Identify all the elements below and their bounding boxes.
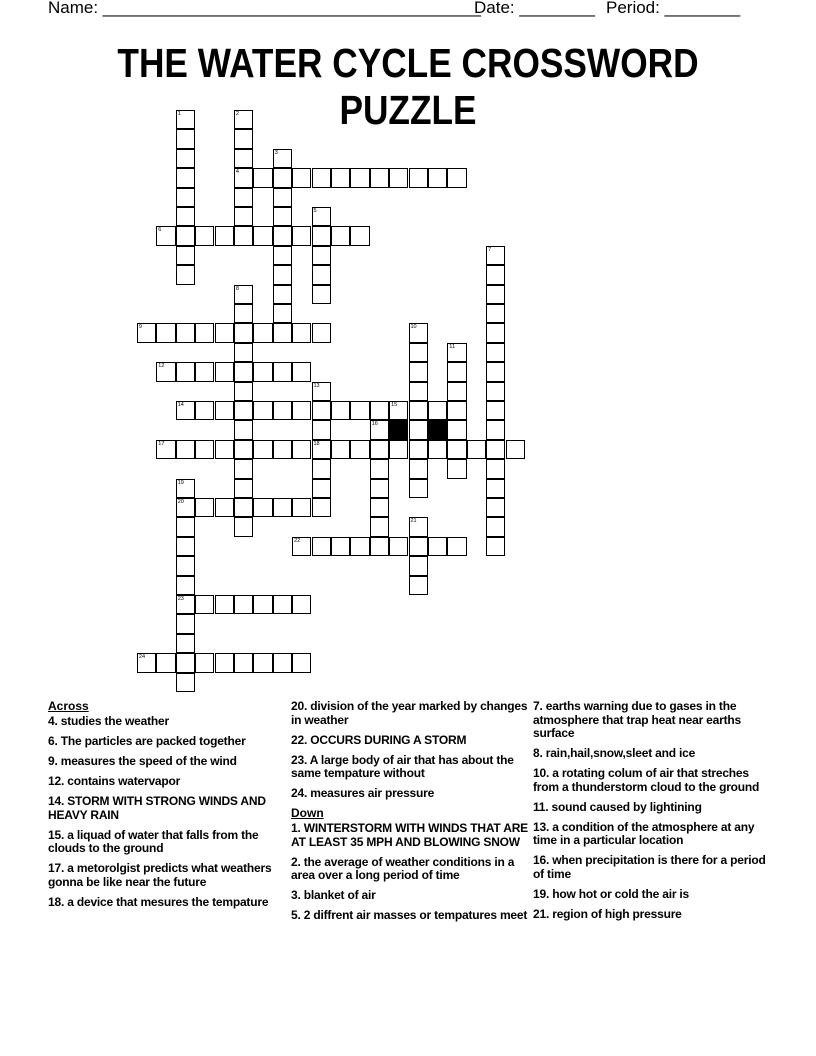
clue-number: 11: [449, 343, 456, 350]
answer-cell[interactable]: [234, 517, 253, 536]
clue-item: [533, 801, 773, 815]
answer-cell[interactable]: [273, 168, 292, 187]
clue-number-label: 21.: [533, 906, 550, 921]
answer-cell[interactable]: [234, 653, 253, 672]
clue-number-label: 14.: [48, 794, 65, 808]
answer-cell[interactable]: [195, 653, 214, 672]
answer-cell[interactable]: [176, 498, 195, 517]
answer-cell[interactable]: [176, 188, 195, 207]
answer-cell[interactable]: [273, 401, 292, 420]
answer-cell[interactable]: [428, 537, 447, 556]
clue-item: [291, 856, 531, 883]
clue-item: [291, 787, 531, 801]
answer-cell[interactable]: [312, 323, 331, 342]
answer-cell[interactable]: [195, 440, 214, 459]
answer-cell[interactable]: [176, 323, 195, 342]
answer-cell[interactable]: [176, 634, 195, 653]
answer-cell[interactable]: [331, 440, 350, 459]
clue-item: [48, 775, 280, 789]
answer-cell[interactable]: [486, 304, 505, 323]
answer-cell[interactable]: [409, 420, 428, 439]
answer-cell[interactable]: [486, 440, 505, 459]
answer-cell[interactable]: [292, 653, 311, 672]
answer-cell[interactable]: [195, 595, 214, 614]
answer-cell[interactable]: [234, 595, 253, 614]
answer-cell[interactable]: [409, 556, 428, 575]
answer-cell[interactable]: [215, 498, 234, 517]
answer-cell[interactable]: [486, 362, 505, 381]
clue-column-2: [291, 700, 531, 929]
clue-text: The particles are packed together: [57, 734, 246, 748]
answer-cell[interactable]: [486, 459, 505, 478]
answer-cell[interactable]: [312, 459, 331, 478]
clue-number-label: 22.: [291, 732, 308, 747]
answer-cell[interactable]: [370, 537, 389, 556]
answer-cell[interactable]: [176, 110, 195, 129]
answer-cell[interactable]: [312, 168, 331, 187]
clue-number-label: 6.: [48, 734, 58, 748]
clue-item: [533, 821, 773, 848]
answer-cell[interactable]: [350, 168, 369, 187]
clue-number-label: 10.: [533, 766, 550, 780]
answer-cell[interactable]: [486, 498, 505, 517]
clue-item: [533, 854, 773, 881]
clue-number-label: 24.: [291, 786, 308, 800]
answer-cell[interactable]: [176, 479, 195, 498]
clue-list: [48, 700, 778, 960]
answer-cell[interactable]: [195, 498, 214, 517]
answer-cell[interactable]: [350, 537, 369, 556]
answer-cell[interactable]: [215, 323, 234, 342]
answer-cell[interactable]: [486, 382, 505, 401]
clue-text: contains watervapor: [64, 774, 181, 788]
clue-text: WINTERSTORM WITH WINDS THAT ARE AT LEAST 35 MPH AND BLOWING SNOW: [291, 821, 528, 849]
answer-cell[interactable]: [447, 420, 466, 439]
answer-cell[interactable]: [331, 226, 350, 245]
answer-cell[interactable]: [486, 265, 505, 284]
clue-text: A large body of air that has about the same tempature without: [291, 752, 514, 780]
answer-cell[interactable]: [409, 382, 428, 401]
answer-cell[interactable]: [409, 517, 428, 536]
black-cell: [428, 420, 447, 439]
answer-cell[interactable]: [176, 401, 195, 420]
answer-cell[interactable]: [447, 459, 466, 478]
answer-cell[interactable]: [312, 226, 331, 245]
answer-cell[interactable]: [215, 595, 234, 614]
answer-cell[interactable]: [292, 595, 311, 614]
clue-number-label: 23.: [291, 752, 308, 767]
answer-cell[interactable]: [370, 479, 389, 498]
answer-cell[interactable]: [176, 653, 195, 672]
answer-cell[interactable]: [312, 498, 331, 517]
answer-cell[interactable]: [350, 226, 369, 245]
answer-cell[interactable]: [234, 498, 253, 517]
clue-number-label: 16.: [533, 853, 550, 867]
clue-number: 17: [158, 440, 165, 447]
answer-cell[interactable]: [195, 362, 214, 381]
answer-cell[interactable]: [253, 323, 272, 342]
answer-cell[interactable]: [409, 440, 428, 459]
answer-cell[interactable]: [428, 401, 447, 420]
clue-number-label: 4.: [48, 714, 58, 728]
answer-cell[interactable]: [176, 673, 195, 692]
answer-cell[interactable]: [176, 517, 195, 536]
clue-item: [533, 908, 773, 922]
answer-cell[interactable]: [273, 285, 292, 304]
period-field-label[interactable]: Period: ________: [606, 0, 741, 17]
answer-cell[interactable]: [409, 459, 428, 478]
clue-number-label: 12.: [48, 774, 65, 788]
answer-cell[interactable]: [273, 304, 292, 323]
answer-cell[interactable]: [137, 323, 156, 342]
clue-number: 18: [313, 440, 320, 447]
answer-cell[interactable]: [234, 362, 253, 381]
answer-cell[interactable]: [409, 323, 428, 342]
answer-cell[interactable]: [234, 110, 253, 129]
clue-item: [48, 862, 280, 889]
answer-cell[interactable]: [176, 576, 195, 595]
answer-cell[interactable]: [486, 420, 505, 439]
answer-cell[interactable]: [409, 168, 428, 187]
clue-number-label: 13.: [533, 819, 550, 834]
answer-cell[interactable]: [312, 440, 331, 459]
clue-item: [48, 755, 280, 769]
answer-cell[interactable]: [486, 285, 505, 304]
clue-item: [533, 888, 773, 902]
answer-cell[interactable]: [273, 362, 292, 381]
answer-cell[interactable]: [234, 129, 253, 148]
clue-number-label: 2.: [291, 854, 301, 869]
answer-cell[interactable]: [370, 168, 389, 187]
clue-text: a liquad of water that falls from the clouds to the ground: [48, 827, 259, 855]
clue-number: 8: [235, 285, 239, 292]
answer-cell[interactable]: [234, 149, 253, 168]
answer-cell[interactable]: [486, 323, 505, 342]
answer-cell[interactable]: [273, 149, 292, 168]
clue-number: 16: [371, 421, 378, 428]
answer-cell[interactable]: [350, 440, 369, 459]
clue-item: [291, 754, 531, 781]
answer-cell[interactable]: [234, 382, 253, 401]
answer-cell[interactable]: [273, 653, 292, 672]
page-title: THE WATER CYCLE CROSSWORD PUZZLE: [117, 40, 699, 133]
clue-item: [48, 795, 280, 822]
answer-cell[interactable]: [253, 440, 272, 459]
clue-number-label: 18.: [48, 894, 65, 909]
answer-cell[interactable]: [273, 265, 292, 284]
clue-text: rain,hail,snow,sleet and ice: [542, 746, 696, 760]
clue-text: OCCURS DURING A STORM: [307, 732, 467, 747]
clue-text: sound caused by lightining: [548, 799, 702, 814]
answer-cell[interactable]: [409, 537, 428, 556]
clue-text: division of the year marked by changes in weather: [291, 699, 528, 727]
clue-number-label: 11.: [533, 799, 549, 814]
clue-number: 9: [138, 324, 142, 331]
clue-text: how hot or cold the air is: [549, 886, 690, 901]
answer-cell[interactable]: [273, 226, 292, 245]
answer-cell[interactable]: [292, 440, 311, 459]
answer-cell[interactable]: [156, 653, 175, 672]
answer-cell[interactable]: [292, 362, 311, 381]
answer-cell[interactable]: [195, 401, 214, 420]
answer-cell[interactable]: [273, 498, 292, 517]
clue-number-label: 20.: [291, 699, 308, 713]
answer-cell[interactable]: [273, 440, 292, 459]
answer-cell[interactable]: [195, 323, 214, 342]
clue-number: 1: [177, 111, 181, 117]
answer-cell[interactable]: [253, 401, 272, 420]
clue-number-label: 8.: [533, 746, 543, 760]
answer-cell[interactable]: [215, 653, 234, 672]
clue-item: [48, 715, 280, 729]
answer-cell[interactable]: [176, 246, 195, 265]
answer-cell[interactable]: [176, 537, 195, 556]
clue-number-label: 17.: [48, 861, 65, 875]
answer-cell[interactable]: [486, 479, 505, 498]
answer-cell[interactable]: [486, 343, 505, 362]
answer-cell[interactable]: [447, 537, 466, 556]
answer-cell[interactable]: [234, 188, 253, 207]
answer-cell[interactable]: [253, 498, 272, 517]
clue-number: 10: [410, 324, 417, 331]
clue-item: [291, 909, 531, 923]
answer-cell[interactable]: [428, 168, 447, 187]
answer-cell[interactable]: [195, 226, 214, 245]
answer-cell[interactable]: [370, 459, 389, 478]
clue-number: 23: [177, 596, 184, 602]
answer-cell[interactable]: [176, 556, 195, 575]
answer-cell[interactable]: [176, 129, 195, 148]
answer-cell[interactable]: [370, 440, 389, 459]
answer-cell[interactable]: [312, 285, 331, 304]
clue-text: studies the weather: [57, 714, 169, 728]
answer-cell[interactable]: [176, 149, 195, 168]
clue-item: [291, 734, 531, 748]
answer-cell[interactable]: [292, 401, 311, 420]
answer-cell[interactable]: [447, 382, 466, 401]
answer-cell[interactable]: [176, 440, 195, 459]
clue-column-3: [533, 700, 773, 928]
answer-cell[interactable]: [312, 420, 331, 439]
answer-cell[interactable]: [312, 479, 331, 498]
clue-text: region of high pressure: [549, 906, 682, 921]
clue-number-label: 15.: [48, 827, 65, 842]
clue-number: 19: [177, 479, 184, 486]
answer-cell[interactable]: [292, 537, 311, 556]
answer-cell[interactable]: [292, 498, 311, 517]
answer-cell[interactable]: [234, 304, 253, 323]
across-heading: Across: [48, 699, 89, 713]
clue-text: a device that mesures the tempature: [64, 894, 269, 909]
clue-item: [48, 896, 280, 910]
answer-cell[interactable]: [331, 168, 350, 187]
clue-text: a condition of the atmosphere at any time in a particular location: [533, 819, 755, 847]
answer-cell[interactable]: [506, 440, 525, 459]
answer-cell[interactable]: [312, 265, 331, 284]
clue-text: a metorolgist predicts what weathers gonna be like near the future: [48, 861, 272, 889]
clue-number-label: 3.: [291, 888, 301, 902]
clue-text: STORM WITH STRONG WINDS AND HEAVY RAIN: [48, 794, 266, 822]
answer-cell[interactable]: [409, 576, 428, 595]
answer-cell[interactable]: [176, 207, 195, 226]
answer-cell[interactable]: [409, 479, 428, 498]
answer-cell[interactable]: [176, 265, 195, 284]
answer-cell[interactable]: [234, 285, 253, 304]
clue-item: [533, 700, 773, 741]
answer-cell[interactable]: [176, 614, 195, 633]
clue-item: [291, 889, 531, 903]
answer-cell[interactable]: [273, 188, 292, 207]
clue-item: [291, 700, 531, 727]
answer-cell[interactable]: [176, 226, 195, 245]
answer-cell[interactable]: [467, 440, 486, 459]
answer-cell[interactable]: [234, 343, 253, 362]
clue-number: 20: [177, 499, 184, 505]
answer-cell[interactable]: [292, 168, 311, 187]
answer-cell[interactable]: [409, 362, 428, 381]
answer-cell[interactable]: [273, 246, 292, 265]
clue-item: [291, 822, 531, 849]
answer-cell[interactable]: [331, 401, 350, 420]
answer-cell[interactable]: [428, 440, 447, 459]
clue-item: [48, 829, 280, 856]
answer-cell[interactable]: [234, 420, 253, 439]
clue-text: when precipitation is there for a period of time: [533, 853, 766, 881]
answer-cell[interactable]: [350, 401, 369, 420]
clue-number: 21: [410, 518, 417, 525]
answer-cell[interactable]: [312, 207, 331, 226]
answer-cell[interactable]: [312, 537, 331, 556]
clue-number: 15: [391, 402, 398, 408]
answer-cell[interactable]: [234, 323, 253, 342]
clue-number: 5: [313, 208, 317, 214]
answer-cell[interactable]: [486, 401, 505, 420]
answer-cell[interactable]: [234, 401, 253, 420]
clue-text: measures the speed of the wind: [57, 754, 237, 768]
clue-text: earths warning due to gases in the atmosphere that trap heat near earths surface: [533, 699, 741, 740]
answer-cell[interactable]: [486, 537, 505, 556]
answer-cell[interactable]: [234, 440, 253, 459]
answer-cell[interactable]: [156, 440, 175, 459]
answer-cell[interactable]: [447, 362, 466, 381]
answer-cell[interactable]: [253, 595, 272, 614]
clue-text: the average of weather conditions in a area over a long period of time: [291, 854, 515, 882]
clue-number-label: 5.: [291, 908, 301, 922]
answer-cell[interactable]: [389, 168, 408, 187]
answer-cell[interactable]: [176, 168, 195, 187]
answer-cell[interactable]: [253, 168, 272, 187]
answer-cell[interactable]: [312, 401, 331, 420]
down-heading: Down: [291, 806, 324, 820]
answer-cell[interactable]: [137, 653, 156, 672]
clue-number: 3: [274, 149, 278, 156]
answer-cell[interactable]: [447, 343, 466, 362]
clue-number-label: 9.: [48, 754, 58, 768]
answer-cell[interactable]: [389, 401, 408, 420]
answer-cell[interactable]: [273, 207, 292, 226]
answer-cell[interactable]: [273, 323, 292, 342]
name-field-label[interactable]: Name: ________________________________________: [48, 0, 481, 17]
answer-cell[interactable]: [253, 362, 272, 381]
answer-cell[interactable]: [215, 401, 234, 420]
answer-cell[interactable]: [234, 207, 253, 226]
clue-number-label: 7.: [533, 699, 543, 713]
black-cell: [389, 420, 408, 439]
answer-cell[interactable]: [292, 226, 311, 245]
answer-cell[interactable]: [215, 226, 234, 245]
answer-cell[interactable]: [234, 226, 253, 245]
clue-item: [533, 767, 773, 794]
answer-cell[interactable]: [312, 246, 331, 265]
answer-cell[interactable]: [331, 537, 350, 556]
answer-cell[interactable]: [273, 595, 292, 614]
answer-cell[interactable]: [292, 323, 311, 342]
answer-cell[interactable]: [370, 401, 389, 420]
answer-cell[interactable]: [253, 653, 272, 672]
answer-cell[interactable]: [409, 343, 428, 362]
clue-text: a rotating colum of air that streches from a thunderstorm cloud to the ground: [533, 766, 760, 794]
clue-number: 24: [138, 654, 146, 661]
clue-item: [48, 735, 280, 749]
answer-cell[interactable]: [215, 362, 234, 381]
clue-text: 2 diffrent air masses or tempatures meet: [300, 908, 528, 922]
clue-number: 2: [235, 111, 239, 117]
answer-cell[interactable]: [156, 323, 175, 342]
clue-number-label: 19.: [533, 886, 550, 901]
clue-item: [533, 747, 773, 761]
answer-cell[interactable]: [447, 401, 466, 420]
clue-number: 6: [158, 227, 162, 234]
date-field-label[interactable]: Date: ________: [474, 0, 595, 17]
answer-cell[interactable]: [156, 362, 175, 381]
clue-text: measures air pressure: [307, 786, 435, 800]
answer-cell[interactable]: [370, 420, 389, 439]
answer-cell[interactable]: [234, 459, 253, 478]
answer-cell[interactable]: [176, 362, 195, 381]
clue-text: blanket of air: [300, 888, 376, 902]
answer-cell[interactable]: [215, 440, 234, 459]
answer-cell[interactable]: [234, 168, 253, 187]
answer-cell[interactable]: [156, 226, 175, 245]
answer-cell[interactable]: [370, 498, 389, 517]
answer-cell[interactable]: [234, 479, 253, 498]
answer-cell[interactable]: [486, 246, 505, 265]
answer-cell[interactable]: [409, 401, 428, 420]
answer-cell[interactable]: [486, 517, 505, 536]
clue-number: 13: [313, 382, 320, 389]
clue-number-label: 1.: [291, 821, 301, 835]
clue-number: 22: [294, 537, 301, 544]
clue-number: 14: [177, 402, 184, 408]
answer-cell[interactable]: [447, 168, 466, 187]
clue-column-1: [48, 700, 280, 916]
answer-cell[interactable]: [253, 226, 272, 245]
answer-cell[interactable]: [312, 382, 331, 401]
answer-cell[interactable]: [389, 440, 408, 459]
clue-number: 4: [235, 169, 239, 176]
clue-number: 12: [158, 363, 165, 370]
answer-cell[interactable]: [370, 517, 389, 536]
answer-cell[interactable]: [447, 440, 466, 459]
clue-number: 7: [488, 246, 492, 253]
answer-cell[interactable]: [176, 595, 195, 614]
answer-cell[interactable]: [389, 537, 408, 556]
